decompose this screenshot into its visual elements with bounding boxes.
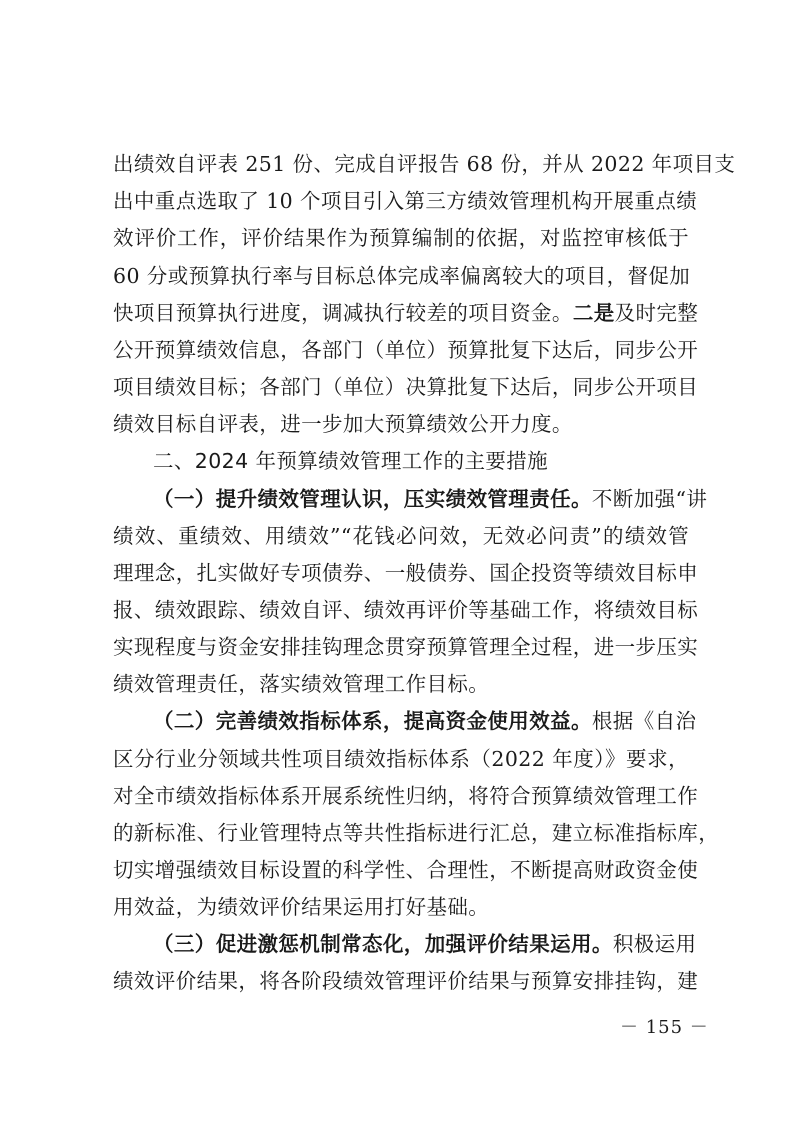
body-text: 快项目预算执行进度，调减执行较差的项目资金。 (113, 301, 573, 325)
paragraph-heading: （二）完善绩效指标体系，提高资金使用效益。 (153, 709, 592, 733)
body-line: 绩效评价结果，将各阶段绩效管理评价结果与预算安排挂钩，建 (113, 969, 699, 993)
body-line: 项目绩效目标；各部门（单位）决算批复下达后，同步公开项目 (113, 375, 699, 399)
paragraph-heading: （一）提升绩效管理认识，压实绩效管理责任。 (153, 487, 592, 511)
body-line: 实现程度与资金安排挂钩理念贯穿预算管理全过程，进一步压实 (113, 635, 699, 659)
body-line (113, 295, 699, 331)
body-text: 根据《自治 (591, 709, 697, 733)
body-line: 理理念，扎实做好专项债券、一般债券、国企投资等绩效目标申 (113, 561, 699, 585)
body-line: 效评价工作，评价结果作为预算编制的依据，对监控审核低于 (113, 226, 689, 250)
body-line: 区分行业分领域共性项目绩效指标体系（2022 年度）》要求， (113, 747, 689, 771)
page-number: － 155 － (620, 1017, 709, 1038)
paragraph-heading: （三）促进激惩机制常态化，加强评价结果运用。 (153, 932, 613, 956)
body-line: 绩效管理责任，落实绩效管理工作目标。 (113, 672, 490, 696)
emphasis-text: 二是 (572, 301, 615, 325)
body-line: 绩效目标自评表，进一步加大预算绩效公开力度。 (113, 412, 573, 436)
body-line: 报、绩效跟踪、绩效自评、绩效再评价等基础工作，将绩效目标 (113, 598, 699, 622)
body-line: 对全市绩效指标体系开展系统性归纳，将符合预算绩效管理工作 (113, 784, 699, 808)
body-line: 的新标准、行业管理特点等共性指标进行汇总，建立标准指标库， (113, 821, 720, 845)
body-line: 绩效、重绩效、用绩效”“花钱必问效，无效必问责”的绩效管 (113, 524, 689, 548)
body-text: 及时完整 (614, 301, 699, 325)
body-line: 出绩效自评表 251 份、完成自评报告 68 份，并从 2022 年项目支 (113, 152, 736, 176)
body-line: 切实增强绩效目标设置的科学性、合理性，不断提高财政资金使 (113, 858, 699, 882)
body-line: 用效益，为绩效评价结果运用打好基础。 (113, 895, 490, 919)
body-line: 公开预算绩效信息，各部门（单位）预算批复下达后，同步公开 (113, 338, 699, 362)
body-text: 不断加强“讲 (591, 487, 708, 511)
body-line (153, 703, 697, 739)
body-line (153, 481, 708, 517)
body-text: 积极运用 (612, 932, 697, 956)
body-line: 出中重点选取了 10 个项目引入第三方绩效管理机构开展重点绩 (113, 189, 698, 213)
body-line (153, 926, 697, 962)
body-line: 60 分或预算执行率与目标总体完成率偏离较大的项目，督促加 (113, 264, 691, 288)
section-heading: 二、2024 年预算绩效管理工作的主要措施 (153, 449, 549, 473)
